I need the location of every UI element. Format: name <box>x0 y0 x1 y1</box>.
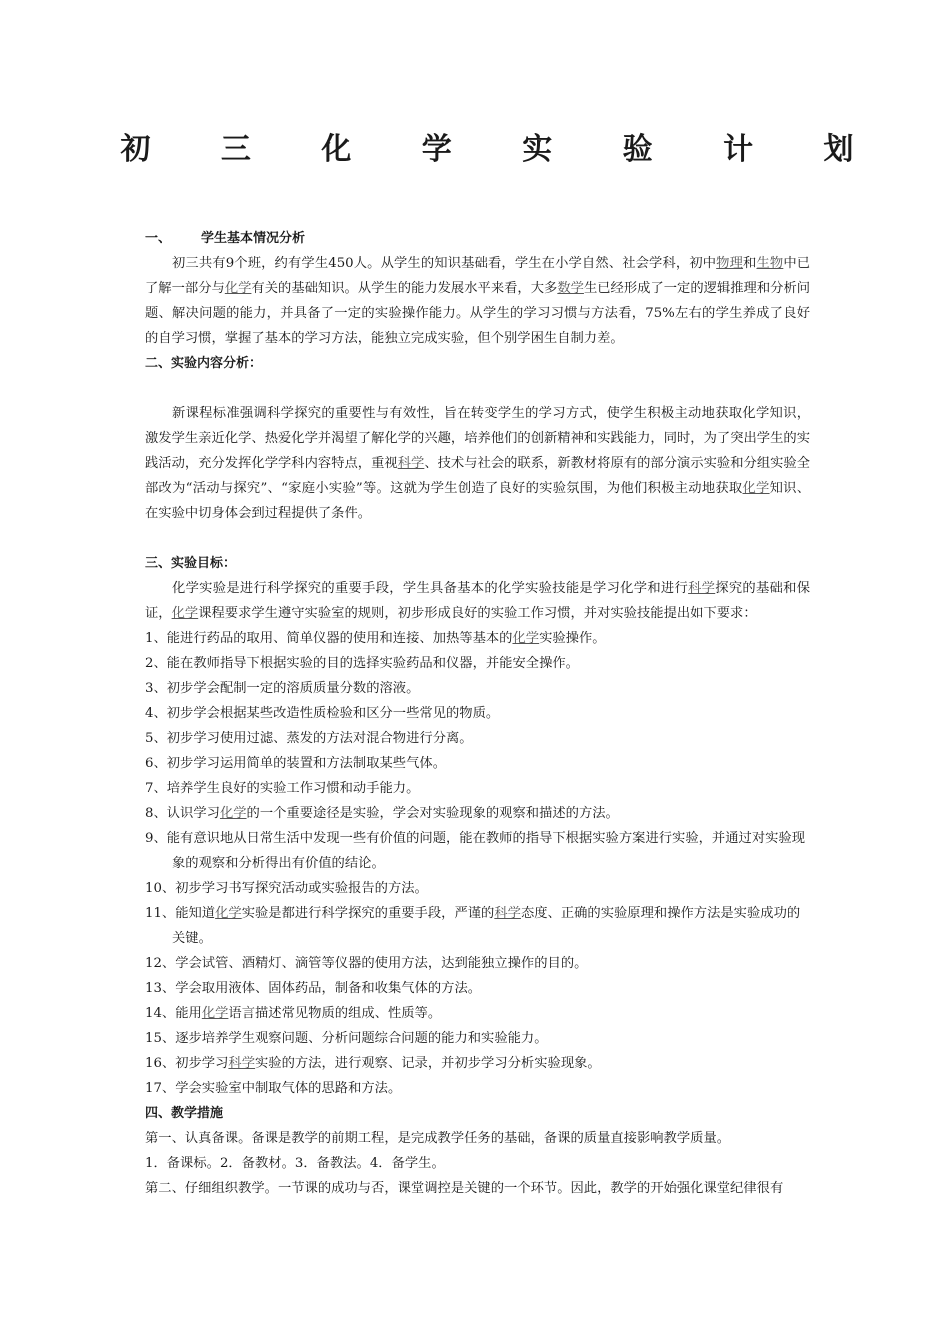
link-chemistry[interactable]: 化学 <box>224 281 252 296</box>
text-run: 生已经形成了一定的逻辑推理和分析问题、解决问题的能力，并具备了一定的实验操作能力。从学生的学习习惯与方法看，75%左右的学生养成了良好的自学习惯，掌握了基本的学习方法，能独立完成实验，但个别学困生自制力差。 <box>145 281 811 346</box>
text-run: 、技术与社会的联系，新教材将原有的部分演示实验和分组实验全部改为“活动与探究”、“家庭小实验”等。这就为学生创造了良好的实验氛围，为他们积极主动地获取 <box>145 456 811 496</box>
list-item: 10、初步学习书写探究活动或实验报告的方法。 <box>145 881 428 896</box>
link-biology[interactable]: 生物 <box>756 256 784 271</box>
section-2-paragraph <box>145 401 810 526</box>
link-chemistry[interactable]: 化学 <box>219 806 247 821</box>
section-1-heading <box>145 226 810 251</box>
section-3-heading: 三、实验目标： <box>145 556 237 571</box>
link-science[interactable]: 科学 <box>494 906 521 921</box>
link-chemistry[interactable]: 化学 <box>742 481 770 496</box>
link-chemistry[interactable]: 化学 <box>171 606 199 621</box>
list-item: 2、能在教师指导下根据实验的目的选择实验药品和仪器，并能安全操作。 <box>145 656 579 671</box>
list-item: 5、初步学习使用过滤、蒸发的方法对混合物进行分离。 <box>145 731 473 746</box>
list-item: 1、能进行药品的取用、简单仪器的使用和连接、加热等基本的化学实验操作。 <box>145 631 606 646</box>
list-item: 14、能用化学语言描述常见物质的组成、性质等。 <box>145 1006 442 1021</box>
section-1-paragraph <box>145 251 810 351</box>
page-title: 初 三 化 学 实 验 计 划 <box>120 132 884 167</box>
list-item: 8、认识学习化学的一个重要途径是实验，学会对实验现象的观察和描述的方法。 <box>145 806 619 821</box>
text-run: 新课程标准强调科学探究的重要性与有效性，旨在转变学生的学习方式，使学生积极主动地获取化学知识，激发学生亲近化学、热爱化学并渴望了解化学的兴趣，培养他们的创新精神和实践能力，同时，为了突出学生的实践活动，充分发挥化学学科内容特点，重视 <box>145 406 810 471</box>
text-run: 中已了解一部分与 <box>145 256 811 296</box>
list-item: 17、学会实验室中制取气体的思路和方法。 <box>145 1081 402 1096</box>
list-item: 7、培养学生良好的实验工作习惯和动手能力。 <box>145 781 420 796</box>
list-item: 12、学会试管、酒精灯、滴管等仪器的使用方法，达到能独立操作的目的。 <box>145 956 588 971</box>
list-item: 4、初步学会根据某些改造性质检验和区分一些常见的物质。 <box>145 706 500 721</box>
text-run: 知识、在实验中切身体会到过程提供了条件。 <box>145 481 810 521</box>
document-body <box>145 226 810 1201</box>
section-4-heading: 四、教学措施 <box>145 1106 224 1121</box>
list-item: 9、能有意识地从日常生活中发现一些有价值的问题，能在教师的指导下根据实验方案进行实验，并通过对实验现象的观察和分析得出有价值的结论。 <box>145 831 806 871</box>
section-4-line: 第二、仔细组织教学。一节课的成功与否，课堂调控是关键的一个环节。因此，教学的开始强化课堂纪律很有 <box>145 1181 784 1196</box>
section-4-line: 1．备课标。2．备教材。3．备教法。4．备学生。 <box>145 1156 445 1171</box>
objectives-list <box>145 626 810 1101</box>
link-science[interactable]: 科学 <box>397 456 425 471</box>
link-chemistry[interactable]: 化学 <box>215 906 242 921</box>
list-item: 16、初步学习科学实验的方法，进行观察、记录，并初步学习分析实验现象。 <box>145 1056 601 1071</box>
link-chemistry[interactable]: 化学 <box>201 1006 229 1021</box>
link-physics[interactable]: 物理 <box>716 256 744 271</box>
section-2-heading: 二、实验内容分析： <box>145 356 263 371</box>
text-run: 课程要求学生遵守实验室的规则，初步形成良好的实验工作习惯，并对实验技能提出如下要求： <box>198 606 757 621</box>
list-item: 11、能知道化学实验是都进行科学探究的重要手段，严谨的科学态度、正确的实验原理和操作方法是实验成功的关键。 <box>145 906 801 946</box>
list-item: 3、初步学会配制一定的溶质质量分数的溶液。 <box>145 681 420 696</box>
section-1-number: 一、 <box>145 231 172 246</box>
text-run: 化学实验是进行科学探究的重要手段，学生具备基本的化学实验技能是学习化学和进行 <box>172 581 689 596</box>
list-item: 13、学会取用液体、固体药品，制备和收集气体的方法。 <box>145 981 482 996</box>
text-run: 初三共有9个班，约有学生450人。从学生的知识基础看，学生在小学自然、社会学科，初中 <box>172 256 717 271</box>
text-run: 和 <box>743 256 757 271</box>
section-1-title: 学生基本情况分析 <box>201 231 306 246</box>
link-math[interactable]: 数学 <box>557 281 584 296</box>
list-item: 15、逐步培养学生观察问题、分析问题综合问题的能力和实验能力。 <box>145 1031 548 1046</box>
text-run: 探究的基础和保证， <box>145 581 811 621</box>
list-item: 6、初步学习运用简单的装置和方法制取某些气体。 <box>145 756 446 771</box>
link-chemistry[interactable]: 化学 <box>512 631 540 646</box>
section-4-line: 第一、认真备课。备课是教学的前期工程，是完成教学任务的基础，备课的质量直接影响教学质量。 <box>145 1131 731 1146</box>
link-science[interactable]: 科学 <box>228 1056 255 1071</box>
text-run: 有关的基础知识。从学生的能力发展水平来看，大多 <box>251 281 558 296</box>
link-science[interactable]: 科学 <box>688 581 716 596</box>
section-3-paragraph <box>145 576 810 626</box>
